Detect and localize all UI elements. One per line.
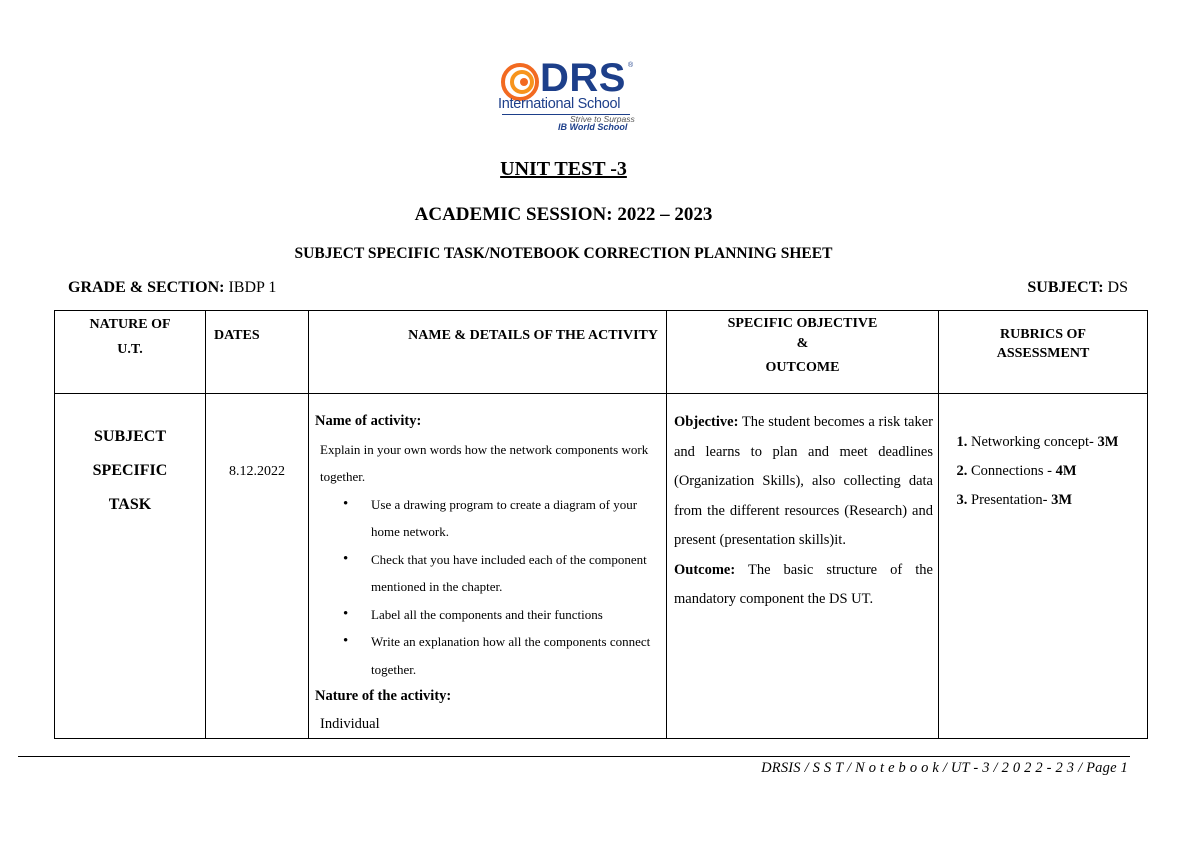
cell-activity [309,394,667,739]
activity-name-label: Name of activity: [315,413,422,429]
header-objective-line3: OUTCOME [765,360,840,375]
header-rubrics-line1: RUBRICS OF [1000,327,1086,342]
objective-paragraph [674,408,933,556]
cell-date [206,394,309,739]
objective-text: The student becomes a risk taker and learns to plan and meet deadlines (Organization Skills), also collecting data from the different resources (Research) and present (presentation skills)it. [674,414,933,548]
grade-value: IBDP 1 [224,279,277,296]
academic-session-title: ACADEMIC SESSION: 2022 – 2023 [414,204,713,225]
outcome-label: Outcome: [674,561,736,578]
logo-brand: DRS [540,56,626,100]
table-header-row [55,311,1148,394]
header-objective [667,311,939,394]
header-rubrics [939,311,1148,394]
header-objective-line2: & [796,336,809,351]
unit-test-title: UNIT TEST -3 [500,158,627,180]
rubric-text: Networking concept- [971,434,1098,450]
nature-line1: SUBJECT [93,428,167,445]
logo-registered-mark: ® [628,62,634,69]
outcome-text: The basic structure of the mandatory component the DS UT. [674,561,933,607]
planning-table [54,310,1148,739]
nature-line3: TASK [108,496,152,513]
cell-objective [667,394,939,739]
header-objective-line1: SPECIFIC OBJECTIVE [727,316,878,331]
subject [1027,279,1128,297]
objective-label: Objective: [674,414,739,430]
list-item [971,432,1131,453]
school-logo [498,56,638,136]
header-dates [206,311,309,394]
list-item: • Write an explanation how all the components connect together. [371,628,662,683]
activity-steps [315,491,662,684]
logo-school-name: International School [498,96,621,112]
list-item: • Check that you have included each of the component mentioned in the chapter. [371,546,662,601]
list-item: • Label all the components and their functions [371,601,662,629]
list-item: • Use a drawing program to create a diagram of your home network. [371,491,662,546]
nature-line2: SPECIFIC [92,462,168,479]
rubric-text: Presentation- [971,492,1052,508]
header-dates-label: DATES [214,328,260,343]
header-nature-line1: NATURE OF [89,317,171,332]
logo-ib-label: IB World School [558,122,628,132]
list-item [971,490,1131,511]
rubric-mark: 4M [1055,463,1077,479]
header-activity-label: NAME & DETAILS OF THE ACTIVITY [408,328,658,343]
page-footer: DRSIS / S S T / N o t e b o o k / UT - 3 / 2 0 2 2 - 2 3 / Page 1 [761,760,1128,776]
header-nature-line2: U.T. [117,342,143,357]
list-item [971,461,1131,482]
logo-tagline: Strive to Surpass [570,114,635,124]
activity-nature-value: Individual [320,715,380,732]
outcome-paragraph [674,556,933,615]
subject-value: DS [1103,279,1128,296]
header-rubrics-line2: ASSESSMENT [996,346,1090,361]
activity-nature-label: Nature of the activity: [315,688,452,704]
rubrics-list [945,432,1131,511]
header-nature [55,311,206,394]
grade-section [68,279,276,297]
rubric-text: Connections - [971,463,1056,479]
grade-label: GRADE & SECTION: [68,279,225,296]
cell-rubrics [939,394,1148,739]
activity-intro: Explain in your own words how the network components work together. [320,441,649,484]
rubric-mark: 3M [1097,434,1119,450]
subject-label: SUBJECT: [1027,279,1104,296]
date-value: 8.12.2022 [229,464,285,479]
header-activity [309,311,667,394]
footer-divider [18,756,1130,757]
rubric-mark: 3M [1051,492,1073,508]
sheet-title: SUBJECT SPECIFIC TASK/NOTEBOOK CORRECTION PLANNING SHEET [294,245,833,262]
cell-nature [55,394,206,739]
table-row [55,394,1148,739]
